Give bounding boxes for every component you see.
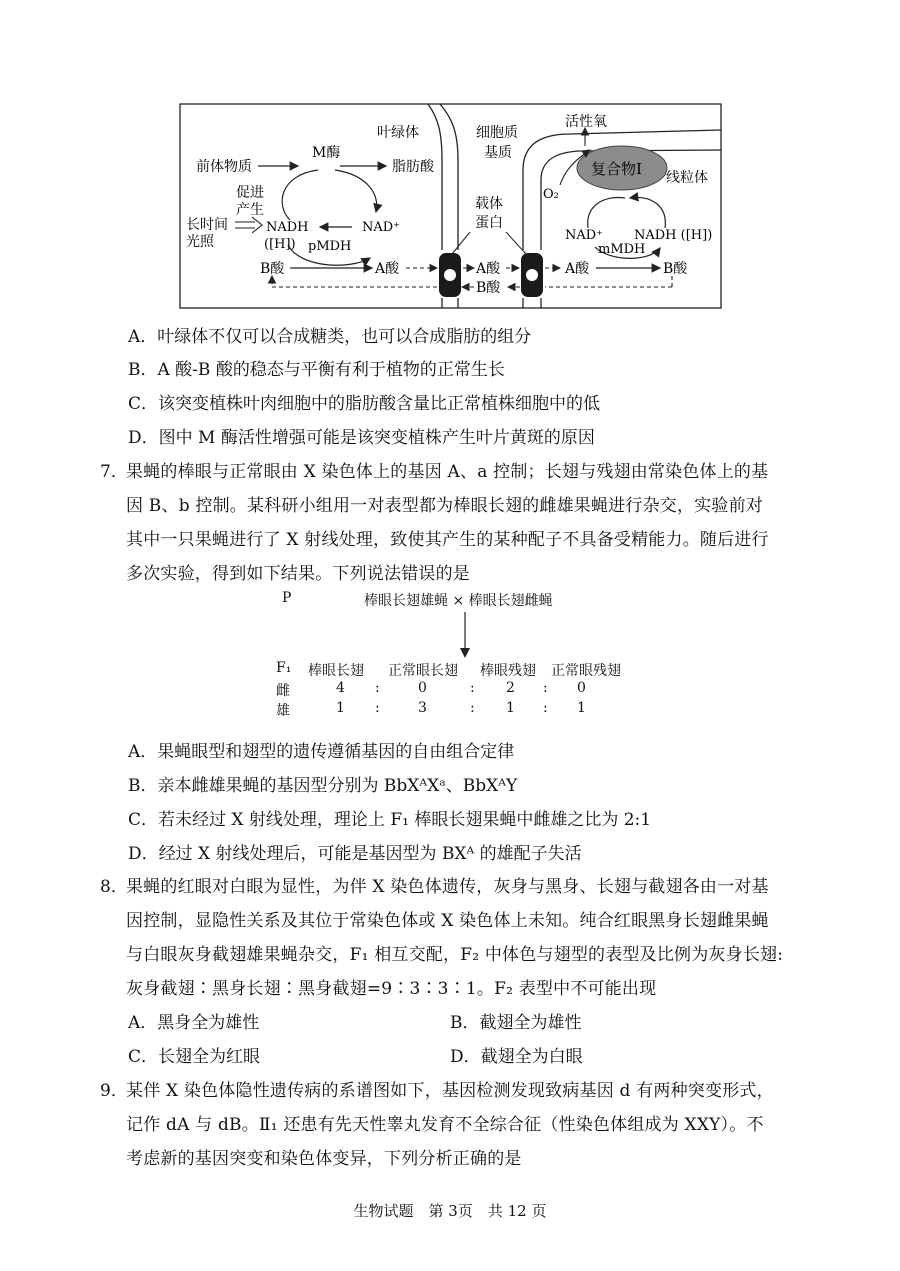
female-v3: 2 bbox=[506, 680, 515, 696]
cytoplasm-label-2: 基质 bbox=[484, 145, 512, 161]
q7-option-b: B．亲本雌雄果蝇的基因型分别为 BbXᴬXᵃ、BbXᴬY bbox=[128, 776, 518, 796]
female-v2: 0 bbox=[418, 680, 427, 696]
q9-line-2: 记作 dA 与 dB。Ⅱ₁ 还患有先天性睾丸发育不全综合征（性染色体组成为 XXY）。不 bbox=[126, 1115, 764, 1135]
carrier-label-1: 载体 bbox=[475, 196, 503, 212]
page-footer: 生物试题 第 3页 共 12 页 bbox=[353, 1202, 547, 1220]
female-sep-2: : bbox=[470, 680, 475, 696]
h-left-label: ([H]) bbox=[264, 237, 296, 252]
q8-option-b: B．截翅全为雄性 bbox=[450, 1013, 582, 1033]
f1-label: F₁ bbox=[276, 660, 292, 676]
q8-line-4: 灰身截翅∶黑身长翅∶黑身截翅=9∶3∶3∶1。F₂ 表型中不可能出现 bbox=[126, 979, 657, 999]
male-v2: 3 bbox=[418, 700, 427, 716]
long-light-label-1: 长时间 bbox=[186, 217, 228, 233]
male-label: 雄 bbox=[276, 703, 290, 719]
q7-line-3: 其中一只果蝇进行了 X 射线处理，致使其产生的某种配子不具备受精能力。随后进行 bbox=[126, 530, 769, 550]
ros-label: 活性氧 bbox=[565, 114, 607, 130]
q6-option-d: D．图中 M 酶活性增强可能是该突变植株产生叶片黄斑的原因 bbox=[128, 428, 595, 448]
nad-right-label: NAD⁺ bbox=[565, 228, 604, 243]
p-text: 棒眼长翅雄蝇 × 棒眼长翅雌蝇 bbox=[364, 593, 553, 609]
promote-label-1: 促进 bbox=[236, 185, 264, 201]
a-acid-right-label: A酸 bbox=[565, 261, 590, 277]
a-acid-mid-label: A酸 bbox=[476, 261, 501, 277]
q6-option-a: A．叶绿体不仅可以合成糖类，也可以合成脂肪的组分 bbox=[128, 327, 532, 347]
male-v1: 1 bbox=[336, 700, 345, 716]
carrier-label-2: 蛋白 bbox=[475, 215, 503, 231]
q6-option-b: B．A 酸-B 酸的稳态与平衡有利于植物的正常生长 bbox=[128, 360, 505, 380]
o2-label: O₂ bbox=[543, 187, 559, 202]
b-acid-mid-label: B酸 bbox=[476, 280, 501, 296]
metabolism-diagram bbox=[0, 0, 900, 320]
q8-option-d: D．截翅全为白眼 bbox=[450, 1047, 583, 1067]
female-v4: 0 bbox=[577, 680, 586, 696]
male-sep-2: : bbox=[470, 700, 475, 716]
q8-option-a: A．黑身全为雄性 bbox=[128, 1013, 260, 1033]
male-v4: 1 bbox=[577, 700, 586, 716]
cross-arrow bbox=[455, 610, 475, 660]
b-acid-left-label: B酸 bbox=[260, 261, 285, 277]
q9-line-3: 考虑新的基因突变和染色体变异，下列分析正确的是 bbox=[126, 1149, 522, 1169]
chloroplast-membrane-outer bbox=[440, 104, 458, 250]
q7-option-d: D．经过 X 射线处理后，可能是基因型为 BXᴬ 的雄配子失活 bbox=[128, 844, 582, 864]
chloroplast-membrane-inner bbox=[428, 104, 442, 250]
f1-header-1: 棒眼长翅 bbox=[308, 663, 364, 679]
b-acid-right-label: B酸 bbox=[663, 261, 688, 277]
q8-line-3: 与白眼灰身截翅雄果蝇杂交，F₁ 相互交配，F₂ 中体色与翅型的表型及比例为灰身长翅: bbox=[126, 945, 784, 965]
f1-header-2: 正常眼长翅 bbox=[388, 663, 458, 679]
f1-header-3: 棒眼残翅 bbox=[480, 663, 536, 679]
q6-option-c: C．该突变植株叶肉细胞中的脂肪酸含量比正常植株细胞中的低 bbox=[128, 394, 601, 414]
mitochondria-label: 线粒体 bbox=[666, 170, 708, 186]
precursor-label: 前体物质 bbox=[196, 159, 252, 175]
female-v1: 4 bbox=[336, 680, 345, 696]
mmdh-label: mMDH bbox=[598, 242, 646, 257]
q7-option-a: A．果蝇眼型和翅型的遗传遵循基因的自由组合定律 bbox=[128, 742, 515, 762]
q7-line-2: 因 B、b 控制。某科研小组用一对表型都为棒眼长翅的雌雄果蝇进行杂交，实验前对 bbox=[126, 496, 763, 516]
complex-label: 复合物Ⅰ bbox=[591, 160, 642, 178]
male-v3: 1 bbox=[506, 700, 515, 716]
m-enzyme-label: M酶 bbox=[312, 145, 341, 161]
q7-number: 7． bbox=[100, 462, 128, 482]
male-sep-3: : bbox=[543, 700, 548, 716]
f1-header-4: 正常眼残翅 bbox=[551, 663, 621, 679]
q9-number: 9． bbox=[100, 1081, 128, 1101]
q7-line-1: 果蝇的棒眼与正常眼由 X 染色体上的基因 A、a 控制；长翅与残翅由常染色体上的基 bbox=[126, 462, 769, 482]
a-acid-left-label: A酸 bbox=[375, 261, 400, 277]
nadh-right-label: NADH ([H]) bbox=[634, 228, 713, 243]
q8-line-2: 因控制，显隐性关系及其位于常染色体或 X 染色体上未知。纯合红眼黑身长翅雌果蝇 bbox=[126, 911, 769, 931]
cytoplasm-label-1: 细胞质 bbox=[476, 125, 518, 141]
q7-line-4: 多次实验，得到如下结果。下列说法错误的是 bbox=[126, 564, 470, 584]
q7-option-c: C．若未经过 X 射线处理，理论上 F₁ 棒眼长翅果蝇中雌雄之比为 2:1 bbox=[128, 810, 652, 830]
fatty-acid-label: 脂肪酸 bbox=[392, 159, 434, 175]
female-label: 雌 bbox=[276, 683, 290, 699]
pmdh-label: pMDH bbox=[308, 239, 352, 254]
chloroplast-label: 叶绿体 bbox=[377, 125, 419, 141]
male-sep-1: : bbox=[375, 700, 380, 716]
q9-line-1: 某伴 X 染色体隐性遗传病的系谱图如下，基因检测发现致病基因 d 有两种突变形式， bbox=[126, 1081, 774, 1101]
q8-line-1: 果蝇的红眼对白眼为显性，为伴 X 染色体遗传，灰身与黑身、长翅与截翅各由一对基 bbox=[126, 877, 769, 897]
nadh-left-label: NADH bbox=[266, 220, 309, 235]
female-sep-3: : bbox=[543, 680, 548, 696]
long-light-label-2: 光照 bbox=[186, 234, 214, 250]
promote-label-2: 产生 bbox=[236, 202, 264, 218]
p-label: P bbox=[282, 590, 292, 606]
nad-left-label: NAD⁺ bbox=[362, 220, 401, 235]
q8-option-c: C．长翅全为红眼 bbox=[128, 1047, 261, 1067]
female-sep-1: : bbox=[375, 680, 380, 696]
q8-number: 8． bbox=[100, 877, 128, 897]
